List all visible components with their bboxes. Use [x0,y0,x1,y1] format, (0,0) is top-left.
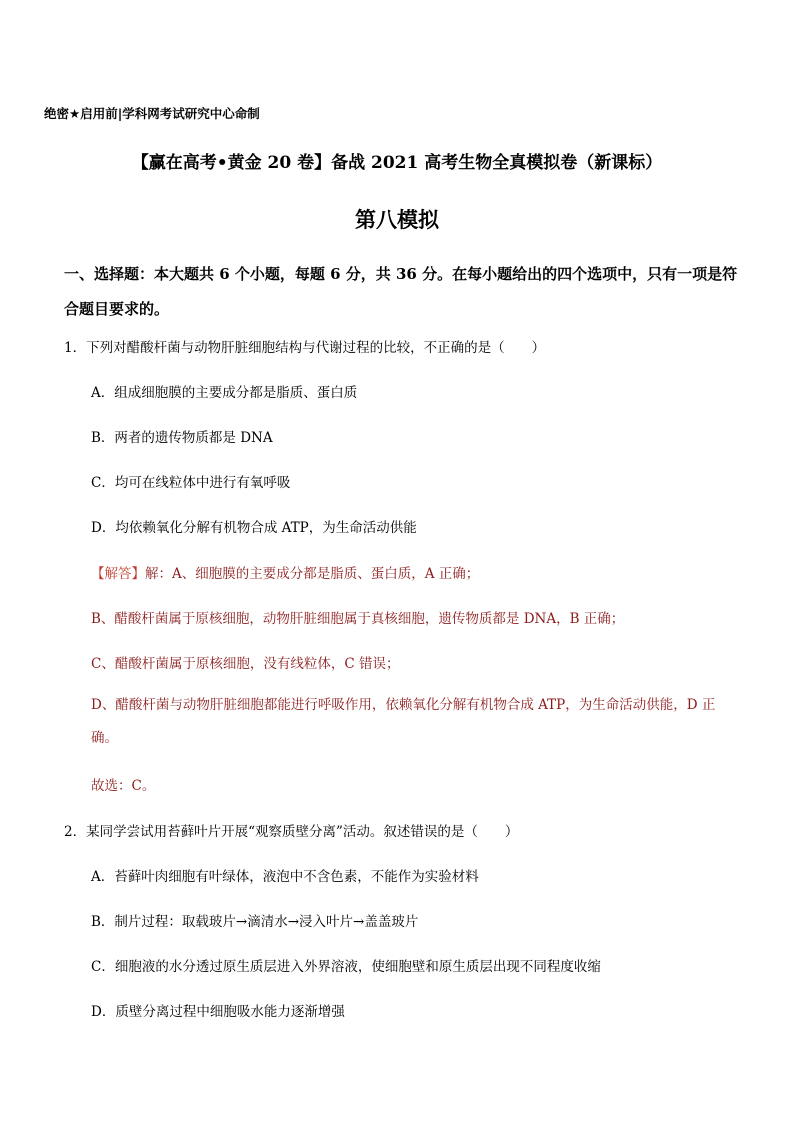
question-2-stem: 2．某同学尝试用苔藓叶片开展“观察质壁分离”活动。叙述错误的是（ ） [64,824,519,840]
question-2-option-c: C．细胞液的水分透过原生质层进入外界溶液，使细胞壁和原生质层出现不同程度收缩 [91,959,601,975]
question-1-answer-line-1 [91,562,479,582]
question-2-option-a: A．苔藓叶肉细胞有叶绿体，液泡中不含色素，不能作为实验材料 [91,869,479,885]
document-title: 【赢在高考•黄金 20 卷】备战 2021 高考生物全真模拟卷（新课标） [131,153,663,173]
document-subtitle: 第八模拟 [355,207,439,232]
section-heading: 一、选择题：本大题共 6 个小题，每题 6 分，共 36 分。在每小题给出的四个选项中，只有一项是符合题目要求的。 [64,265,738,318]
answer-text: 解：A、细胞膜的主要成分都是脂质、蛋白质，A 正确； [145,566,480,582]
question-1-answer-line-4: D、醋酸杆菌与动物肝脏细胞都能进行呼吸作用，依赖氧化分解有机物合成 ATP，为生命活动供能，D 正确。 [91,697,716,746]
question-1-stem: 1．下列对醋酸杆菌与动物肝脏细胞结构与代谢过程的比较，不正确的是（ ） [64,340,546,356]
question-1-option-c: C．均可在线粒体中进行有氧呼吸 [91,475,291,491]
question-1-option-b: B．两者的遗传物质都是 DNA [91,430,273,446]
answer-tag: 【解答】 [91,566,145,582]
question-2-option-d: D．质壁分离过程中细胞吸水能力逐渐增强 [91,1004,345,1020]
header-note: 绝密★启用前|学科网考试研究中心命制 [44,106,260,121]
question-1-option-d: D．均依赖氧化分解有机物合成 ATP，为生命活动供能 [91,520,417,536]
question-1-answer-line-2: B、醋酸杆菌属于原核细胞，动物肝脏细胞属于真核细胞，遗传物质都是 DNA，B 正确； [91,611,625,627]
question-1-conclusion: 故选：C。 [91,778,156,794]
question-2-option-b: B．制片过程：取载玻片→滴清水→浸入叶片→盖盖玻片 [91,914,419,930]
question-1-answer-line-3: C、醋酸杆菌属于原核细胞，没有线粒体，C 错误； [91,656,400,672]
question-1-option-a: A．组成细胞膜的主要成分都是脂质、蛋白质 [91,385,358,401]
